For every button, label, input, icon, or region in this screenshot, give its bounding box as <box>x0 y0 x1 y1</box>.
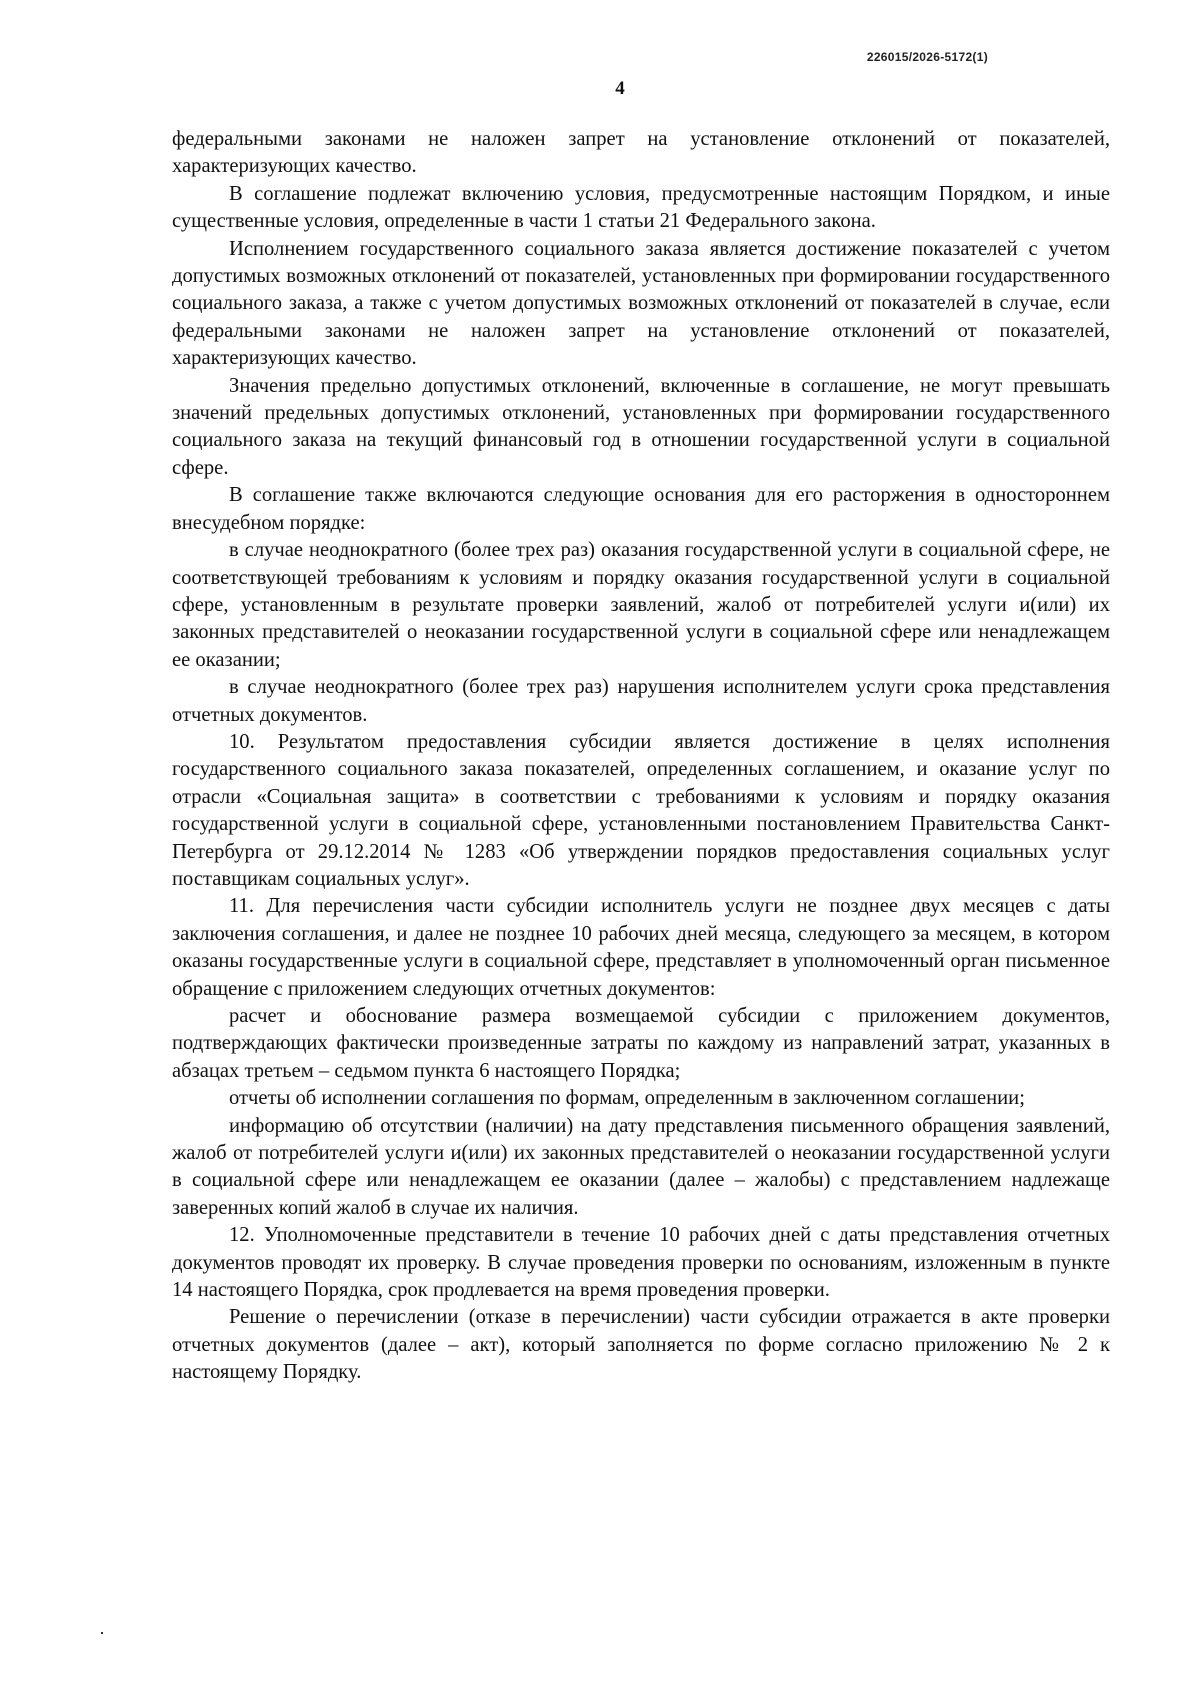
document-number: 226015/2026-5172(1) <box>866 50 988 64</box>
page-number: 4 <box>615 78 625 99</box>
numbered-clause-10: 10. Результатом предоставления субсидии является достижение в целях исполнения государственного социального заказа показателей, определенных соглашением, и оказание услуг по отрасли «Социальная защита» в соответствии с требованиями к условиям и порядку оказания государственной услуги в социальной сфере, установленными постановлением Правительства Санкт-Петербурга от 29.12.2014 № 1283 «Об утверждении порядков предоставления социальных услуг поставщикам социальных услуг». <box>172 730 1110 890</box>
paragraph: Значения предельно допустимых отклонений, включенные в соглашение, не могут превышать значений предельных допустимых отклонений, установленных при формировании государственного социального заказа на текущий финансовый год в отношении государственной услуги в социальной сфере. <box>172 374 1110 479</box>
list-item: в случае неоднократного (более трех раз) оказания государственной услуги в социальной сфере, не соответствующей требованиям к условиям и порядку оказания государственной услуги в социальной сфере, установленным в результате проверки заявлений, жалоб от потребителей услуги и(или) их законных представителей о неоказании государственной услуги в социальной сфере или ненадлежащем ее оказании; <box>172 539 1110 671</box>
numbered-clause-11: 11. Для перечисления части субсидии исполнитель услуги не позднее двух месяцев с даты заключения соглашения, и далее не позднее 10 рабочих дней месяца, следующего за месяцем, в котором оказаны государственные услуги в социальной сфере, представляет в уполномоченный орган письменное обращение с приложением следующих отчетных документов: <box>172 895 1110 1000</box>
list-item: отчеты об исполнении соглашения по формам, определенным в заключенном соглашении; <box>229 1087 1025 1110</box>
paragraph: В соглашение подлежат включению условия, предусмотренные настоящим Порядком, и иные существенные условия, определенные в части 1 статьи 21 Федерального закона. <box>172 182 1110 233</box>
document-body <box>172 126 1110 1387</box>
list-item: в случае неоднократного (более трех раз) нарушения исполнителем услуги срока представления отчетных документов. <box>172 676 1110 726</box>
paragraph: Решение о перечислении (отказе в перечислении) части субсидии отражается в акте проверки отчетных документов (далее – акт), который заполняется по форме согласно приложению № 2 к настоящему Порядку. <box>172 1306 1110 1384</box>
scan-speck <box>101 1632 103 1634</box>
list-item: информацию об отсутствии (наличии) на дату представления письменного обращения заявлений, жалоб от потребителей услуги и(или) их законных представителей о неоказании государственной услуги в социальной сфере или ненадлежащем ее оказании (далее – жалобы) с представлением надлежаще заверенных копий жалоб в случае их наличия. <box>172 1114 1110 1219</box>
paragraph: Исполнением государственного социального заказа является достижение показателей с учетом допустимых возможных отклонений от показателей, установленных при формировании государственного социального заказа, а также с учетом допустимых возможных отклонений от показателей в случае, если федеральными законами не наложен запрет на установление отклонений от показателей, характеризующих качество. <box>172 237 1110 370</box>
numbered-clause-12: 12. Уполномоченные представители в течение 10 рабочих дней с даты представления отчетных документов проводят их проверку. В случае проведения проверки по основаниям, изложенным в пункте 14 настоящего Порядка, срок продлевается на время проведения проверки. <box>172 1224 1110 1302</box>
paragraph: В соглашение также включаются следующие основания для его расторжения в одностороннем внесудебном порядке: <box>172 484 1110 534</box>
list-item: расчет и обоснование размера возмещаемой субсидии с приложением документов, подтверждающих фактически произведенные затраты по каждому из направлений затрат, указанных в абзацах третьем – седьмом пункта 6 настоящего Порядка; <box>172 1005 1110 1082</box>
paragraph: федеральными законами не наложен запрет на установление отклонений от показателей, характеризующих качество. <box>172 128 1110 178</box>
